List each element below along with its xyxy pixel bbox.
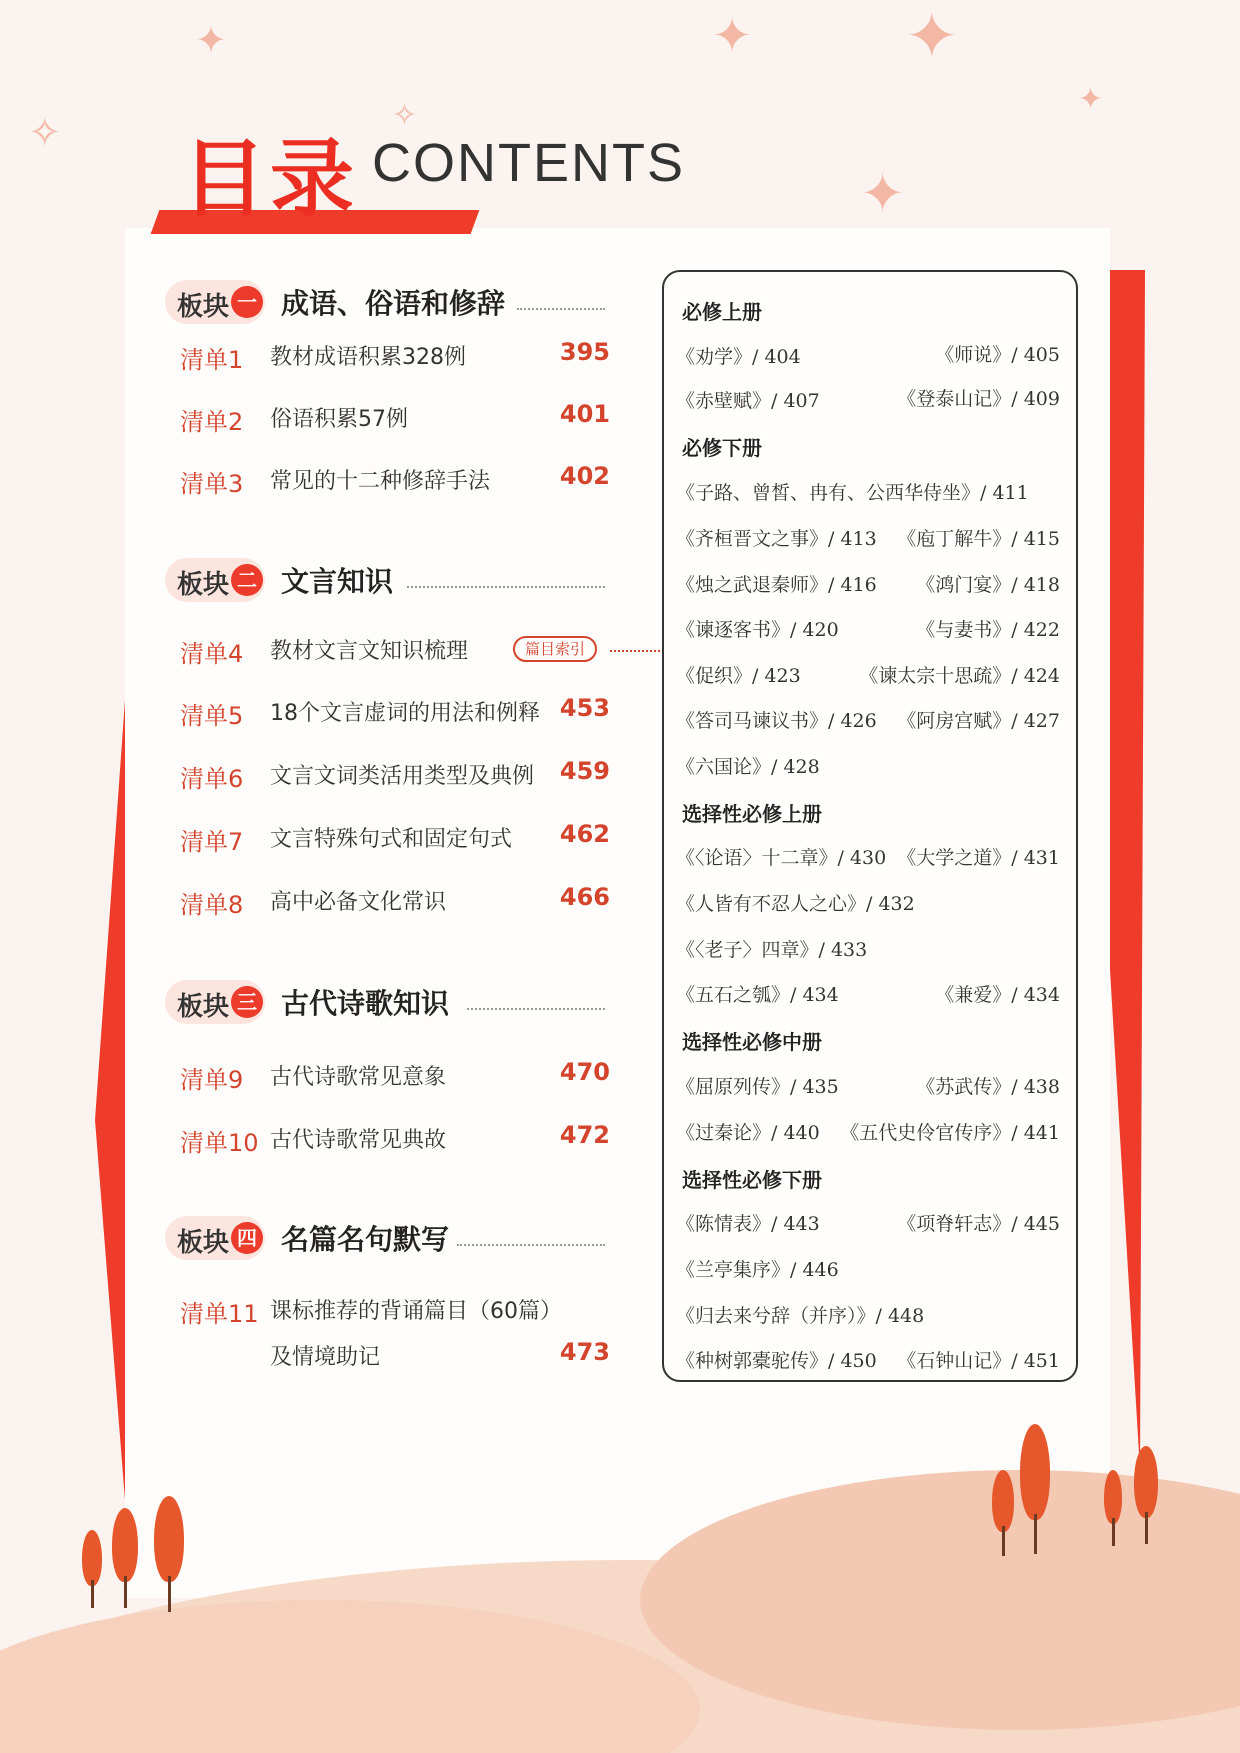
index-entry[interactable]: 《子路、曾皙、冉有、公西华侍坐》/ 411: [676, 482, 1029, 504]
index-entry[interactable]: 《齐桓晋文之事》/ 413: [676, 528, 877, 550]
volume-title: 必修下册: [682, 436, 762, 460]
section-2-header: [165, 558, 605, 604]
index-entry[interactable]: 《人皆有不忍人之心》/ 432: [676, 893, 915, 915]
item-description: 18个文言虚词的用法和例释: [270, 701, 540, 726]
item-label: 清单7: [180, 828, 244, 856]
index-entry[interactable]: 《过秦论》/ 440: [676, 1122, 820, 1144]
article-index-box: [662, 270, 1078, 1382]
dotted-leader: [457, 1244, 605, 1246]
section-title: 名篇名句默写: [281, 1223, 450, 1256]
sparkle-icon: ✧: [28, 110, 62, 156]
section-tag-label: 板块: [177, 992, 230, 1022]
index-entry[interactable]: 《庖丁解牛》/ 415: [897, 528, 1060, 550]
index-entry[interactable]: 《陈情表》/ 443: [676, 1213, 820, 1235]
item-page-number: 472: [559, 1121, 610, 1149]
item-label: 清单11: [180, 1300, 259, 1328]
item-label: 清单2: [180, 408, 244, 436]
item-label: 清单8: [180, 891, 244, 919]
item-description: 课标推荐的背诵篇目（60篇）: [270, 1299, 562, 1324]
section-3-header: [165, 980, 605, 1026]
section-tag-label: 板块: [177, 570, 230, 600]
item-page-number: 453: [559, 694, 610, 722]
toc-item[interactable]: [180, 630, 610, 670]
sparkle-icon: ✧: [392, 98, 418, 133]
index-entry[interactable]: 《答司马谏议书》/ 426: [676, 710, 877, 732]
toc-item[interactable]: [180, 881, 610, 921]
index-entry[interactable]: 《劝学》/ 404: [676, 346, 801, 368]
toc-item[interactable]: [180, 818, 610, 858]
index-entry[interactable]: 《促织》/ 423: [676, 665, 801, 687]
index-entry[interactable]: 《〈论语〉十二章》/ 430: [676, 847, 887, 869]
item-label: 清单6: [180, 765, 244, 793]
red-ribbon-left: [95, 700, 125, 1500]
section-number-badge: 二: [231, 564, 263, 596]
item-description: 古代诗歌常见意象: [270, 1065, 447, 1090]
page-title-en: CONTENTS: [372, 133, 685, 193]
volume-title: 选择性必修下册: [682, 1168, 822, 1192]
index-entry[interactable]: 《与妻书》/ 422: [916, 619, 1060, 641]
volume-title: 选择性必修中册: [682, 1030, 822, 1054]
item-description: 教材文言文知识梳理: [270, 639, 469, 664]
item-description: 高中必备文化常识: [270, 890, 447, 915]
item-description: 古代诗歌常见典故: [270, 1128, 447, 1153]
item-page-number: 462: [559, 820, 610, 848]
index-link-badge[interactable]: 篇目索引: [513, 636, 597, 662]
item-label: 清单3: [180, 470, 244, 498]
red-ribbon-right: [1110, 270, 1145, 1470]
sparkle-icon: ✦: [712, 8, 753, 64]
index-entry[interactable]: 《师说》/ 405: [935, 344, 1060, 366]
section-1-header: [165, 280, 605, 326]
toc-item[interactable]: [180, 336, 610, 376]
index-entry[interactable]: 《种树郭橐驼传》/ 450: [676, 1350, 877, 1372]
item-label: 清单1: [180, 346, 244, 374]
item-description: 文言文词类活用类型及典例: [270, 764, 535, 789]
index-entry[interactable]: 《归去来兮辞（并序）》/ 448: [676, 1305, 925, 1327]
item-page-number: 401: [559, 400, 610, 428]
item-description: 俗语积累57例: [270, 407, 408, 432]
index-entry[interactable]: 《兼爱》/ 434: [935, 984, 1060, 1006]
toc-item[interactable]: [180, 1056, 610, 1096]
section-tag-label: 板块: [177, 1228, 230, 1258]
section-number-badge: 三: [231, 986, 263, 1018]
index-entry[interactable]: 《谏太宗十思疏》/ 424: [859, 665, 1060, 687]
dotted-leader: [467, 1008, 605, 1010]
index-entry[interactable]: 《大学之道》/ 431: [897, 847, 1060, 869]
volume-title: 选择性必修上册: [682, 802, 822, 826]
item-label: 清单9: [180, 1066, 244, 1094]
dotted-leader: [407, 586, 605, 588]
section-number-badge: 四: [231, 1222, 263, 1254]
toc-item[interactable]: [180, 755, 610, 795]
item-page-number: 459: [559, 757, 610, 785]
item-label: 清单10: [180, 1129, 259, 1157]
index-entry[interactable]: 《屈原列传》/ 435: [676, 1076, 839, 1098]
toc-item[interactable]: [180, 692, 610, 732]
index-entry[interactable]: 《阿房宫赋》/ 427: [897, 710, 1060, 732]
item-page-number: 470: [559, 1058, 610, 1086]
index-entry[interactable]: 《〈老子〉四章》/ 433: [676, 939, 868, 961]
index-entry[interactable]: 《石钟山记》/ 451: [897, 1350, 1060, 1372]
item-page-number: 402: [559, 462, 610, 490]
index-entry[interactable]: 《赤壁赋》/ 407: [676, 390, 820, 412]
item-label: 清单5: [180, 702, 244, 730]
sparkle-icon: ✦: [905, 0, 959, 74]
index-entry[interactable]: 《兰亭集序》/ 446: [676, 1259, 839, 1281]
section-title: 古代诗歌知识: [281, 987, 450, 1020]
dotted-leader: [517, 308, 605, 310]
section-tag-label: 板块: [177, 292, 230, 322]
sparkle-icon: ✦: [1078, 82, 1104, 117]
toc-item[interactable]: [180, 1290, 610, 1380]
index-entry[interactable]: 《烛之武退秦师》/ 416: [676, 574, 877, 596]
item-description: 文言特殊句式和固定句式: [270, 827, 513, 852]
item-description: 教材成语积累328例: [270, 345, 466, 370]
sparkle-icon: ✦: [860, 162, 906, 225]
toc-item[interactable]: [180, 460, 610, 500]
index-entry[interactable]: 《登泰山记》/ 409: [897, 388, 1060, 410]
index-entry[interactable]: 《苏武传》/ 438: [916, 1076, 1060, 1098]
toc-item[interactable]: [180, 398, 610, 438]
sparkle-icon: ✦: [195, 18, 227, 62]
index-entry[interactable]: 《五代史伶官传序》/ 441: [840, 1122, 1060, 1144]
item-description-line2: 及情境助记: [270, 1345, 381, 1370]
item-page-number: 395: [559, 338, 610, 366]
index-entry[interactable]: 《五石之瓠》/ 434: [676, 984, 839, 1006]
item-label: 清单4: [180, 640, 244, 668]
item-description: 常见的十二种修辞手法: [270, 469, 491, 494]
index-entry[interactable]: 《项脊轩志》/ 445: [897, 1213, 1060, 1235]
section-4-header: [165, 1216, 605, 1262]
section-number-badge: 一: [231, 286, 263, 318]
toc-item[interactable]: [180, 1119, 610, 1159]
index-entry[interactable]: 《六国论》/ 428: [676, 756, 820, 778]
item-page-number: 473: [559, 1338, 610, 1366]
section-title: 文言知识: [281, 565, 394, 598]
item-page-number: 466: [559, 883, 610, 911]
section-title: 成语、俗语和修辞: [281, 287, 506, 320]
page-title: 目录: [182, 130, 359, 228]
volume-title: 必修上册: [682, 300, 762, 324]
index-entry[interactable]: 《谏逐客书》/ 420: [676, 619, 839, 641]
index-entry[interactable]: 《鸿门宴》/ 418: [916, 574, 1060, 596]
